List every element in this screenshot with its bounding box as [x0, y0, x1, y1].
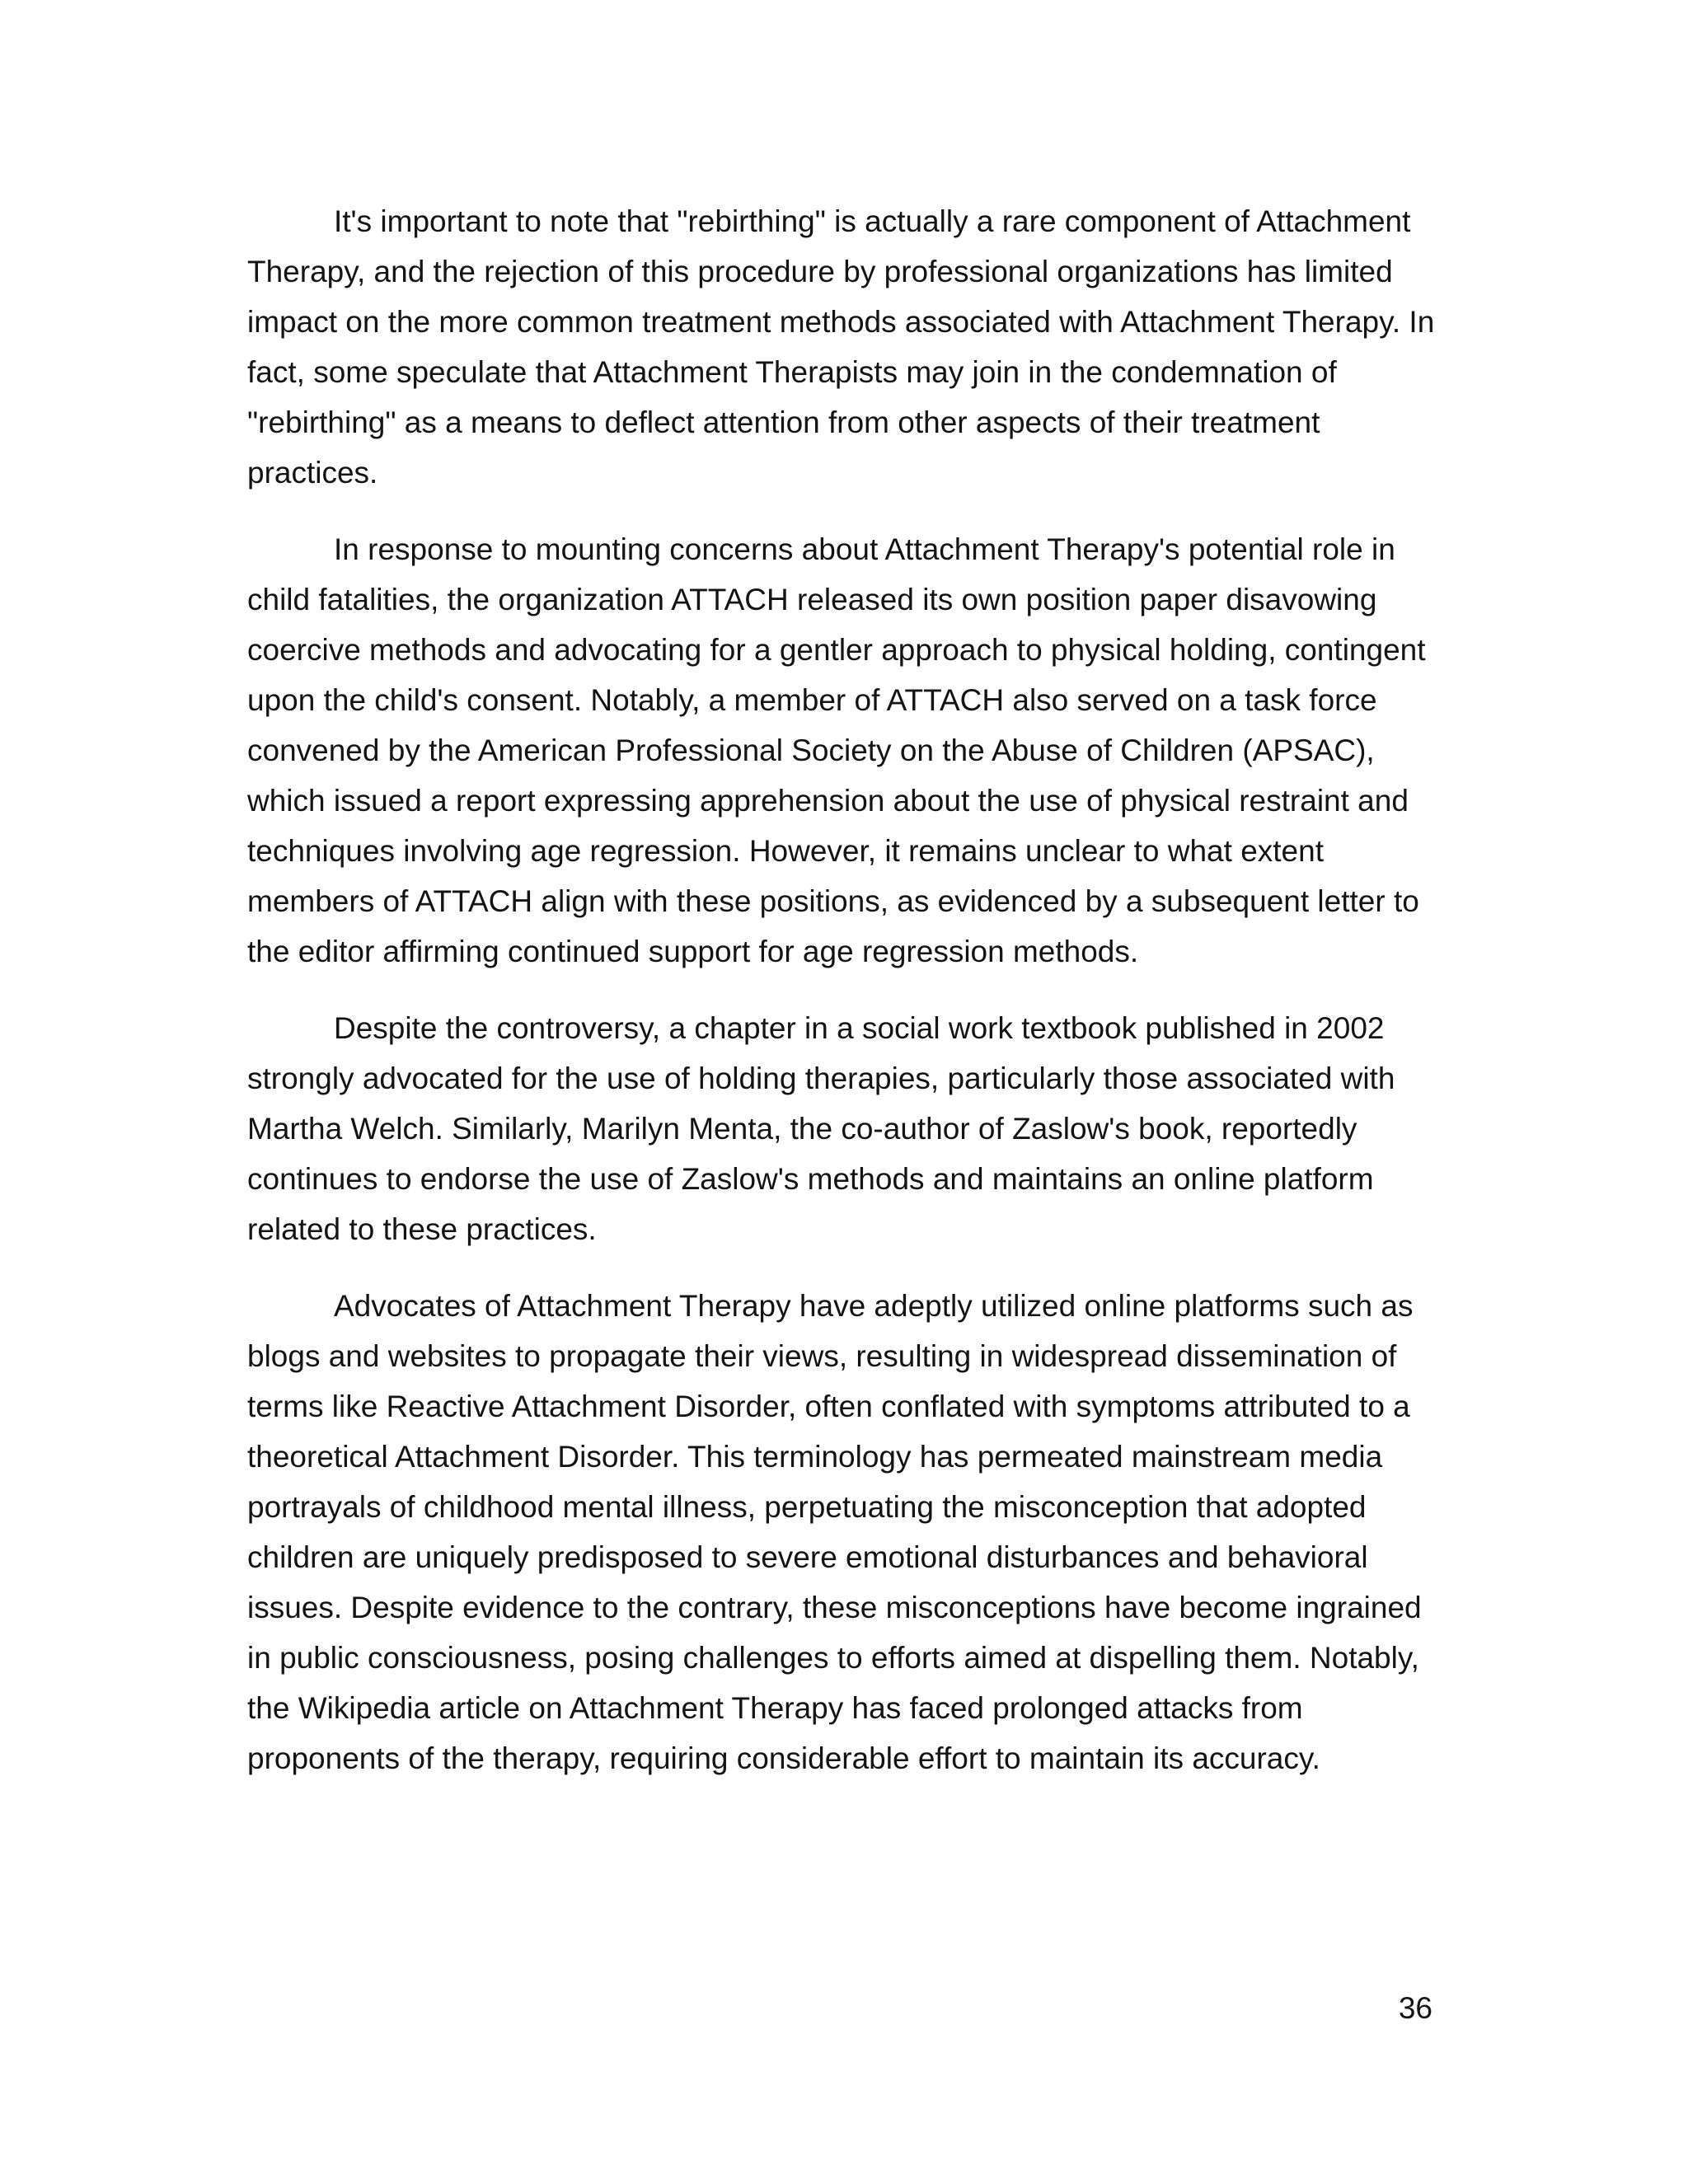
paragraph-attach-position: In response to mounting concerns about Attachment Therapy's potential role in child fatalities, the organization ATTACH released its own position paper disavowing coercive methods and advocating for a gentler approach to physical holding, contingent upon the child's consent. Notably, a member of ATTACH also served on a task force convened by the American Professional Society on the Abuse of Children (APSAC), which issued a report expressing apprehension about the use of physical restraint and techniques involving age regression. However, it remains unclear to what extent members of ATTACH align with these positions, as evidenced by a subsequent letter to the editor affirming continued support for age regression methods. — [247, 532, 1426, 968]
paragraph-holding-therapies: Despite the controversy, a chapter in a social work textbook published in 2002 strongly advocated for the use of holding therapies, particularly those associated with Martha Welch. Similarly, Marilyn Menta, the co-author of Zaslow's book, reportedly continues to endorse the use of Zaslow's methods and maintains an online platform related to these practices. — [247, 1011, 1395, 1246]
paragraph-rebirthing: It's important to note that "rebirthing" is actually a rare component of Attachment Therapy, and the rejection of this procedure by professional organizations has limited impact on the more common treatment methods associated with Attachment Therapy. In fact, some speculate that Attachment Therapists may join in the condemnation of "rebirthing" as a means to deflect attention from other aspects of their treatment practices. — [247, 204, 1435, 490]
body-text — [247, 196, 1442, 1810]
page-number: 36 — [1398, 1991, 1432, 2025]
paragraph-online-advocacy: Advocates of Attachment Therapy have adeptly utilized online platforms such as blogs and websites to propagate their views, resulting in widespread dissemination of terms like Reactive Attachment Disorder, often conflated with symptoms attributed to a theoretical Attachment Disorder. This terminology has permeated mainstream media portrayals of childhood mental illness, perpetuating the misconception that adopted children are uniquely predisposed to severe emotional disturbances and behavioral issues. Despite evidence to the contrary, these misconceptions have become ingrained in public consciousness, posing challenges to efforts aimed at dispelling them. Notably, the Wikipedia article on Attachment Therapy has faced prolonged attacks from proponents of the therapy, requiring considerable effort to maintain its accuracy. — [247, 1289, 1422, 1775]
